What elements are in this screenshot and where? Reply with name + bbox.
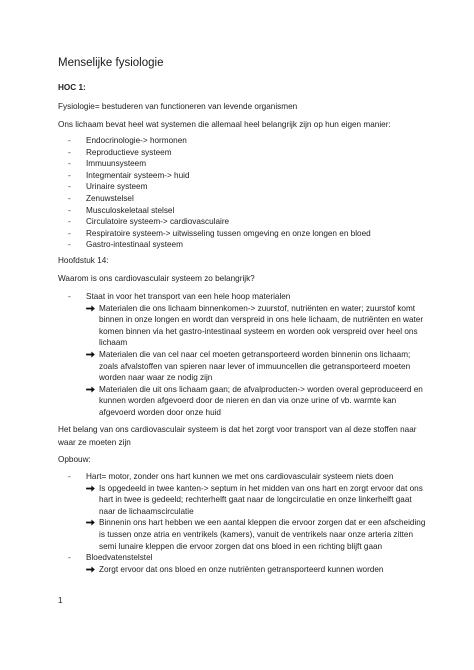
sub-list-item: Materialen die van cel naar cel moeten getransporteerd worden binnenin ons lichaam; zoals afvalstoffen van spieren naar lever of immuuncellen die getransporteerd moeten worden naar waar ze nodig zijn (86, 349, 428, 384)
document-title: Menselijke fysiologie (58, 57, 164, 69)
arrow-bullet-icon (86, 305, 95, 312)
transport-list (58, 291, 428, 419)
opbouw-list (58, 471, 428, 575)
hart-sublist (86, 483, 428, 553)
sub-list-item: Zorgt ervoor dat ons bloed en onze nutriënten getransporteerd kunnen worden (86, 564, 428, 576)
section-heading-hoc: HOC 1: (58, 83, 86, 92)
list-item: - Respiratoire systeem-> uitwisseling tussen omgeving en onze longen en bloed (68, 228, 371, 238)
arrow-bullet-icon (86, 386, 95, 393)
transport-sublist (86, 303, 428, 419)
page-number: 1 (58, 596, 63, 605)
list-item: - Circulatoire systeem-> cardiovasculaire (68, 217, 230, 227)
list-item: - Staat in voor het transport van een hele hoop materialen Materialen die ons lichaam binnenkomen-> zuurstof, nutriënten en water; zuurstof komt binnen in onze longen en wordt dan verspreid in ons hele lichaam, de nutriënten en water komen binnen via het gastro-intestinaal systeem en worden ook verspreid over heel ons lichaam Materialen die van cel naar cel moeten getransporteerd worden binnenin ons lichaam; zoals afvalstoffen van spieren naar lever of immuuncellen die getransporteerd moeten worden naar waar ze nodig zijn Materialen die uit ons lichaam gaan; de afvalproducten-> worden overal geproduceerd en kunnen worden afgevoerd door de nieren en dan via onze urine of vb. warmte kan afgevoerd worden door onze huid (58, 291, 428, 419)
list-item: - Hart= motor, zonder ons hart kunnen we met ons cardiovasculair systeem niets doen Is opgedeeld in twee kanten-> septum in het midden van ons hart en zorgt ervoor dat ons hart in twee is gedeeld; rechterhelft gaat naar de longcirculatie en onze linkerhelft gaat naar de lichaamscirculatie Binnenin ons hart hebben we een aantal kleppen die ervoor zorgen dat er een afscheiding is tussen onze atria en ventrikels (kamers), vanuit de ventrikels naar onze arteria zitten semi lunaire kleppen die ervoor zorgen dat ons bloed in een richting blijft gaan (58, 471, 428, 552)
sub-list-item: Materialen die uit ons lichaam gaan; de afvalproducten-> worden overal geproduceerd en kunnen worden afgevoerd door de nieren en dan via onze urine of vb. warmte kan afgevoerd worden door onze huid (86, 384, 428, 419)
opbouw-heading: Opbouw: (58, 455, 91, 464)
list-item: - Immuunsysteem (68, 159, 147, 169)
sub-list-item: Materialen die ons lichaam binnenkomen-> zuurstof, nutriënten en water; zuurstof komt binnen in onze longen en wordt dan verspreid in ons hele lichaam, de nutriënten en water komen binnen via het gastro-intestinaal systeem en worden ook verspreid over heel ons lichaam (86, 303, 428, 349)
list-item: - Gastro-intestinaal systeem (68, 240, 183, 250)
arrow-bullet-icon (86, 566, 95, 573)
question-paragraph: Waarom is ons cardiovasculair systeem zo belangrijk? (58, 274, 255, 283)
arrow-bullet-icon (86, 485, 95, 492)
importance-paragraph: Het belang van ons cardiovasculair systeem is dat het zorgt voor transport van al deze stoffen naar waar ze moeten zijn (58, 425, 417, 447)
systems-list (58, 135, 428, 251)
list-item: - Bloedvatenstelstel Zorgt ervoor dat ons bloed en onze nutriënten getransporteerd kunnen worden (58, 552, 428, 575)
arrow-bullet-icon (86, 519, 95, 526)
arrow-bullet-icon (86, 351, 95, 358)
list-item: - Zenuwstelsel (68, 193, 134, 203)
list-item: - Urinaire systeem (68, 182, 148, 192)
chapter-heading: Hoofdstuk 14: (58, 256, 109, 265)
list-item: - Musculoskeletaal stelsel (68, 205, 175, 215)
sub-list-item: Binnenin ons hart hebben we een aantal kleppen die ervoor zorgen dat er een afscheiding is tussen onze atria en ventrikels (kamers), vanuit de ventrikels naar onze arteria zitten semi lunaire kleppen die ervoor zorgen dat ons bloed in een richting blijft gaan (86, 517, 428, 552)
list-item: - Reproductieve systeem (68, 147, 172, 157)
definition-paragraph: Fysiologie= bestuderen van functioneren van levende organismen (58, 102, 298, 111)
list-item: - Integmentair systeem-> huid (68, 170, 190, 180)
list-item: - Endocrinologie-> hormonen (68, 136, 187, 145)
systems-intro-paragraph: Ons lichaam bevat heel wat systemen die allemaal heel belangrijk zijn op hun eigen manier: (58, 120, 391, 129)
sub-list-item: Is opgedeeld in twee kanten-> septum in het midden van ons hart en zorgt ervoor dat ons hart in twee is gedeeld; rechterhelft gaat naar de longcirculatie en onze linkerhelft gaat naar de lichaamscirculatie (86, 483, 428, 518)
vat-sublist (86, 564, 428, 576)
